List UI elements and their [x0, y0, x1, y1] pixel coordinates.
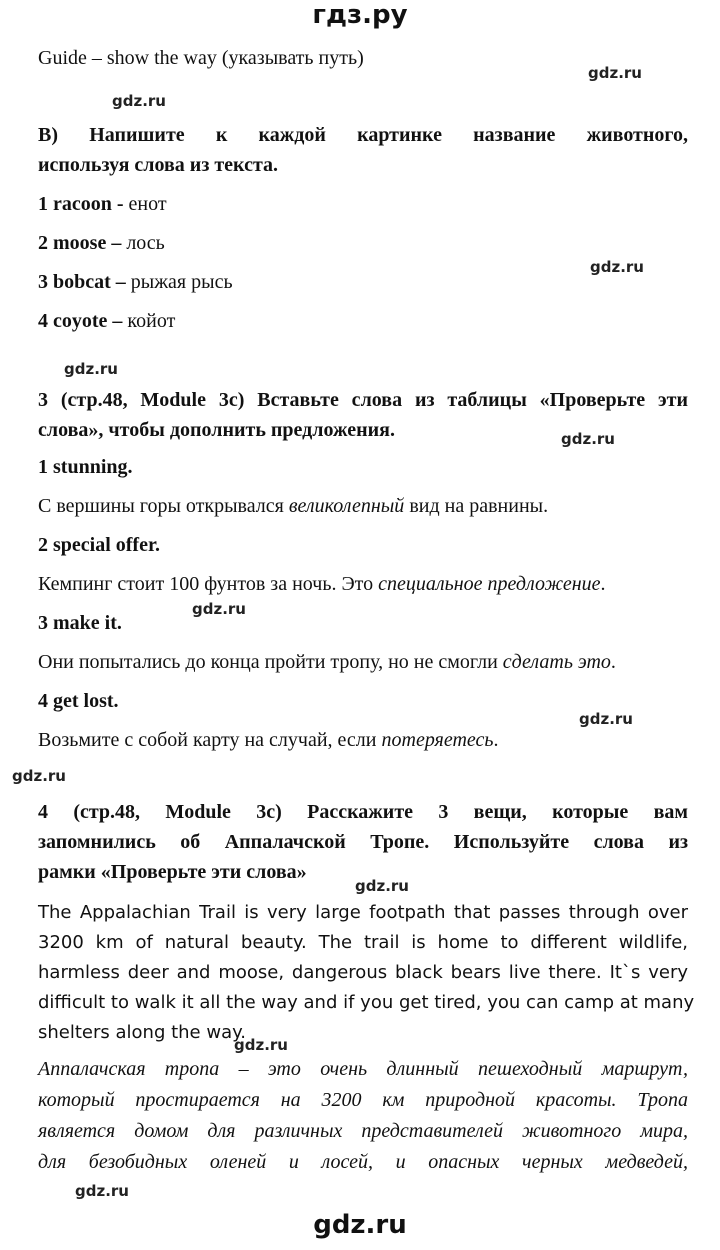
animal-translation: рыжая рысь	[125, 271, 233, 293]
site-header: гдз.ру	[312, 0, 408, 30]
sentence-text: Они попытались до конца пройти тропу, но не смогли	[38, 651, 503, 673]
exercise-3-sentence	[38, 572, 606, 596]
text-line: harmless deer and moose, dangerous black bears live there. It`s very	[38, 962, 688, 983]
text-line: difficult to walk it all the way and if you get tired, you can camp at many	[38, 992, 695, 1013]
watermark: gdz.ru	[12, 767, 66, 785]
text-line: который простирается на 3200 км природной красоты. Тропа	[38, 1089, 688, 1111]
sentence-text: .	[600, 573, 606, 595]
section-b-heading	[38, 120, 688, 180]
text-line: 3200 km of natural beauty. The trail is home to different wildlife,	[38, 932, 688, 953]
sentence-text: С вершины горы открывался	[38, 495, 289, 517]
sentence-text: Возьмите с собой карту на случай, если	[38, 729, 382, 751]
exercise-3-sentence	[38, 728, 499, 752]
exercise-3-answer: 1 stunning.	[38, 456, 133, 478]
heading-line: 3 (стр.48, Module 3c) Вставьте слова из таблицы «Проверьте эти	[38, 389, 688, 411]
list-item	[38, 192, 167, 216]
guide-definition: Guide – show the way (указывать путь)	[38, 47, 364, 69]
animal-translation: койот	[122, 310, 176, 332]
exercise-3-sentence	[38, 650, 616, 674]
watermark: gdz.ru	[64, 360, 118, 378]
watermark: gdz.ru	[590, 258, 644, 276]
watermark: gdz.ru	[579, 710, 633, 728]
heading-line: рамки «Проверьте эти слова»	[38, 861, 307, 883]
animal-word: 2 moose –	[38, 232, 122, 254]
russian-translation	[38, 1054, 688, 1178]
english-answer	[38, 898, 695, 1048]
site-footer: gdz.ru	[313, 1210, 407, 1240]
watermark: gdz.ru	[112, 92, 166, 110]
sentence-text: .	[493, 729, 499, 751]
text-line: shelters along the way.	[38, 1022, 246, 1043]
watermark: gdz.ru	[588, 64, 642, 82]
sentence-text: Кемпинг стоит 100 фунтов за ночь. Это	[38, 573, 379, 595]
sentence-answer: потеряетесь	[381, 729, 494, 751]
exercise-4-heading	[38, 797, 688, 887]
heading-line: B) Напишите к каждой картинке название животного,	[38, 124, 688, 146]
exercise-3-answer: 4 get lost.	[38, 690, 119, 712]
watermark: gdz.ru	[192, 600, 246, 618]
heading-line: слова», чтобы дополнить предложения.	[38, 419, 395, 441]
exercise-3-sentence	[38, 494, 548, 518]
sentence-answer: великолепный	[288, 495, 405, 517]
heading-line: используя слова из текста.	[38, 154, 279, 176]
heading-line: запомнились об Аппалачской Тропе. Используйте слова из	[38, 831, 688, 853]
animal-translation: енот	[123, 193, 167, 215]
text-line: для безобидных оленей и лосей, и опасных черных медведей,	[38, 1151, 688, 1173]
sentence-text: вид на равнины.	[404, 495, 549, 517]
watermark: gdz.ru	[75, 1182, 129, 1200]
animal-word: 4 coyote –	[38, 310, 123, 332]
text-line: является домом для различных представителей животного мира,	[38, 1120, 688, 1142]
sentence-text: .	[610, 651, 616, 673]
text-line: The Appalachian Trail is very large footpath that passes through over	[38, 902, 688, 923]
list-item	[38, 231, 165, 255]
list-item	[38, 270, 233, 294]
exercise-3-answer: 2 special offer.	[38, 534, 161, 556]
animal-word: 3 bobcat –	[38, 271, 126, 293]
sentence-answer: специальное предложение	[378, 573, 601, 595]
animal-word: 1 racoon -	[38, 193, 124, 215]
animal-translation: лось	[121, 232, 165, 254]
watermark: gdz.ru	[561, 430, 615, 448]
exercise-3-answer: 3 make it.	[38, 612, 122, 634]
list-item	[38, 309, 175, 333]
watermark: gdz.ru	[234, 1036, 288, 1054]
text-line: Аппалачская тропа – это очень длинный пешеходный маршрут,	[38, 1058, 688, 1080]
heading-line: 4 (стр.48, Module 3c) Расскажите 3 вещи, которые вам	[38, 801, 688, 823]
sentence-answer: сделать это	[502, 651, 611, 673]
watermark: gdz.ru	[355, 877, 409, 895]
